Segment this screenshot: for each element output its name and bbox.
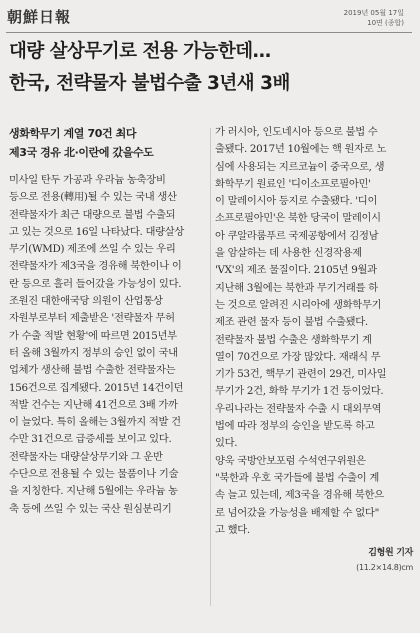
body-line: 고 있는 것으로 16일 나타났다. 대량살상 <box>9 225 185 238</box>
headline-line-1: 대량 살상무기로 전용 가능한데… <box>9 41 271 62</box>
body-line: 법에 따라 정부의 승인을 받도록 하고 <box>215 420 375 433</box>
body-line: 수만 31건으로 급증세를 보이고 있다. <box>9 433 172 446</box>
body-line: 이 늘었다. 특히 올해는 3월까지 적발 건 <box>9 416 181 429</box>
body-line: 156건으로 집계됐다. 2015년 14건이던 <box>9 381 184 394</box>
body-line: 전략물자는 대량살상무기와 그 운반 <box>9 450 163 463</box>
body-line: 화학무기 원료인 '디이소프로필아민' <box>215 177 371 190</box>
body-line: 무기가 2건, 화학 무기가 1건 등이었다. <box>215 385 384 398</box>
body-line: 지난해 3월에는 북한과 무기거래를 하 <box>215 281 378 294</box>
article-column-right <box>215 124 413 574</box>
body-line: 있다. <box>215 437 238 450</box>
body-line: 양욱 국방안보포럼 수석연구위원은 <box>215 454 366 467</box>
body-line: 가 수출 적발 현황'에 따르면 2015년부 <box>9 329 177 342</box>
body-line: 전략물자가 최근 대량으로 불법 수출되 <box>9 208 176 221</box>
body-line: 가 러시아, 인도네시아 등으로 불법 수 <box>215 126 378 138</box>
body-line: 자원부로부터 제출받은 '전략물자 무허 <box>9 312 175 325</box>
publication-date: 2019년 05월 17일 <box>343 9 404 17</box>
article-size: (11.2×14.8)cm <box>356 563 413 573</box>
body-line: 'VX'의 제조 물질이다. 2105년 9월과 <box>215 264 377 277</box>
body-line: "북한과 우호 국가들에 불법 수출이 계 <box>215 471 380 484</box>
body-line: 전략물자가 제3국을 경유해 북한이나 이 <box>9 260 182 273</box>
date-info <box>344 8 404 28</box>
body-line: 열이 70건으로 가장 많았다. 재래식 무 <box>215 350 381 363</box>
body-line: 아 쿠알라룸푸르 국제공항에서 김정남 <box>215 229 379 242</box>
body-line: 터 올해 3월까지 정부의 승인 없이 국내 <box>9 346 178 359</box>
reporter-byline: 김형원 기자 <box>368 548 413 559</box>
body-line: 수단으로 전용될 수 있는 물품이나 기술 <box>9 468 179 481</box>
body-line: 적발 건수는 지난해 41건으로 3배 가까 <box>9 398 178 411</box>
body-line: 소프로필아민'은 북한 당국이 말레이시 <box>215 212 381 225</box>
body-line: 고 했다. <box>215 523 250 536</box>
body-line: 등으로 전용(轉用)될 수 있는 국내 생산 <box>9 191 177 204</box>
subheadline: 제3국 경유 北·이란에 갔을수도 <box>9 146 154 159</box>
body-line: 전략물자 불법 수출은 생화학무기 계 <box>215 333 372 346</box>
newspaper-masthead: 朝鮮日報 <box>7 8 72 26</box>
article-headline <box>9 40 409 96</box>
body-line: 우리나라는 전략물자 수출 시 대외무역 <box>215 402 382 415</box>
body-line: 조원진 대한애국당 의원이 산업통상 <box>9 295 163 308</box>
article-column-left <box>9 124 206 518</box>
body-line: 업체가 생산해 불법 수출한 전략물자는 <box>9 364 176 377</box>
body-line: 기가 53건, 핵무기 관련이 29건, 미사일 <box>215 368 387 381</box>
body-line: 제조 관련 물자 등이 불법 수출됐다. <box>215 316 368 329</box>
body-line: 무기(WMD) 제조에 쓰일 수 있는 우리 <box>9 243 176 256</box>
column-divider <box>210 128 211 606</box>
body-line: 미사일 탄두 가공과 우라늄 농축장비 <box>9 174 166 186</box>
subheadline: 생화학무기 계열 70건 최다 <box>9 127 137 140</box>
header-divider <box>6 32 412 33</box>
body-line: 을 지칭한다. 지난해 5월에는 우라늄 농 <box>9 485 178 498</box>
body-line: 란 등으로 흘러 들어갔을 가능성이 있다. <box>9 277 182 290</box>
body-line: 속 늘고 있는데, 제3국을 경유해 북한으 <box>215 489 384 502</box>
body-line: 출됐다. 2017년 10월에는 핵 원자로 노 <box>215 143 387 156</box>
body-line: 이 말레이시아 등지로 수출됐다. '디이 <box>215 195 378 208</box>
page-section: 10면 (종합) <box>367 19 404 27</box>
body-line: 축 등에 쓰일 수 있는 국산 원심분리기 <box>9 502 172 515</box>
body-line: 을 암살하는 데 사용한 신경작용제 <box>215 247 362 260</box>
body-line: 로 넘어갔을 가능성을 배제할 수 없다" <box>215 506 380 519</box>
body-line: 는 것으로 알려진 시리아에 생화학무기 <box>215 298 382 311</box>
body-line: 심에 사용되는 지르코늄이 중국으로, 생 <box>215 160 385 173</box>
headline-line-2: 한국, 전략물자 불법수출 3년새 3배 <box>9 73 290 94</box>
